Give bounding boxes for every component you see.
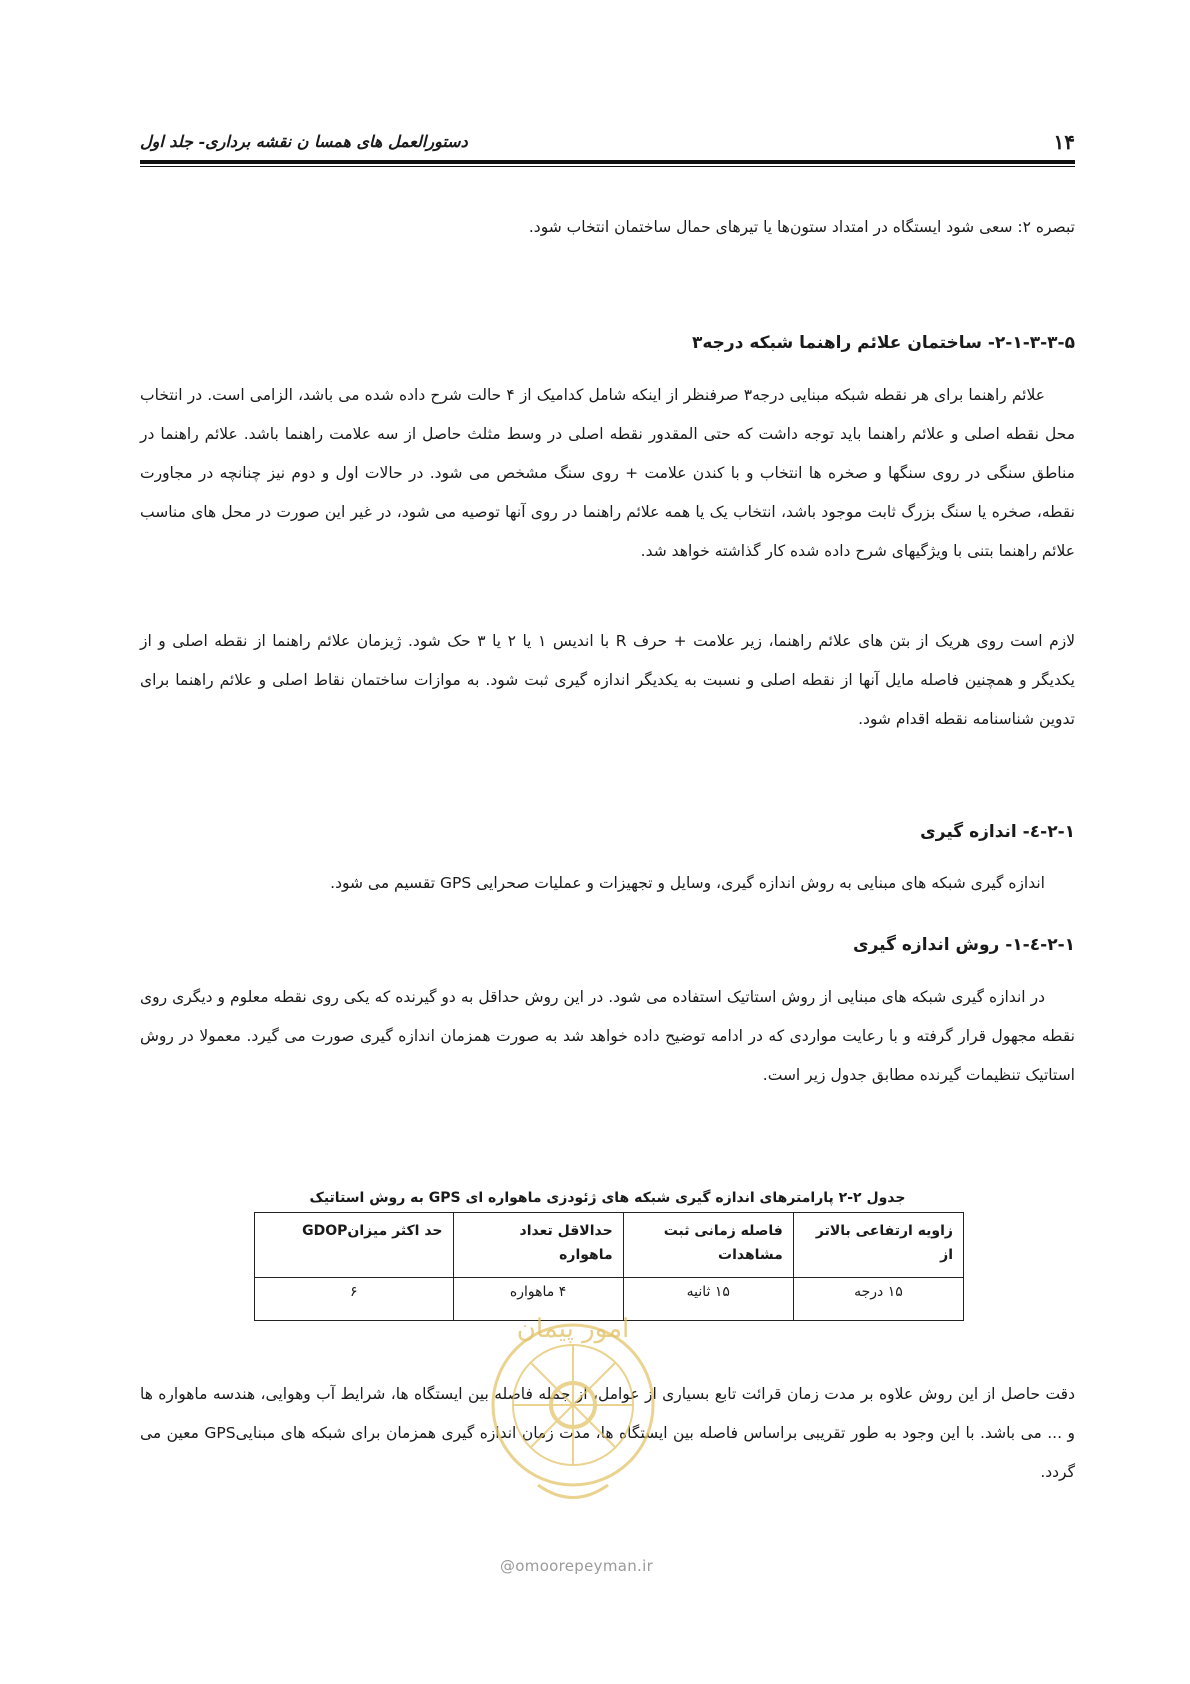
section-heading-4-1: ۲-۱-٤-۱- روش اندازه گیری [852, 935, 1075, 955]
watermark-url: @omoorepeyman.ir [500, 1557, 654, 1575]
table-row [255, 1278, 964, 1321]
closing-paragraph-text: دقت حاصل از این روش علاوه بر مدت زمان قرائت تابع بسیاری از عوامل، از جمله فاصله بین ایستگاه ها، شرایط آب وهوایی، هندسه ماهواره ها و ... می باشد. با این وجود به طور تقریبی براساس فاصله بین ایستگاه ها، مدت زمان اندازه گیری همزمان برای شبکه های مبناییGPS معین می گردد. [140, 1385, 1075, 1481]
table-cell: ۱۵ ثانیه [623, 1278, 793, 1321]
header-title: دستورالعمل های همسا ن نقشه برداری- جلد اول [140, 132, 468, 151]
table-header-cell: حد اکثر میزانGDOP [255, 1213, 454, 1278]
section-4-1-paragraph [140, 978, 1075, 1095]
table-header-row [255, 1213, 964, 1278]
section-4-paragraph [140, 864, 1075, 903]
section-4-1-paragraph-text: در اندازه گیری شبکه های مبنایی از روش استاتیک استفاده می شود. در این روش حداقل به دو گیرنده که یکی روی نقطه معلوم و دیگری روی نقطه مجهول قرار گرفته و با رعایت مواردی که در ادامه توضیح داده خواهد شد به صورت همزمان اندازه گیری صورت می گیرد. معمولا در روش استاتیک تنظیمات گیرنده مطابق جدول زیر است. [140, 988, 1075, 1084]
table-caption: جدول ۲-۲ پارامترهای اندازه گیری شبکه های ژئودزی ماهواره ای GPS به روش استاتیک [309, 1190, 906, 1206]
table-header-cell: فاصله زمانی ثبت مشاهدات [623, 1213, 793, 1278]
page-header [140, 128, 1075, 168]
table-cell: ۶ [255, 1278, 454, 1321]
seal-text: امور پیمان [516, 1314, 630, 1344]
note-text: تبصره ۲: سعی شود ایستگاه در امتداد ستون‌ها یا تیرهای حمال ساختمان انتخاب شود. [528, 218, 1075, 236]
table-cell: ۴ ماهواره [453, 1278, 623, 1321]
header-rule-thick [140, 160, 1075, 164]
section-heading-4: ۲-۱-٤- اندازه گیری [920, 822, 1075, 842]
page-number: ۱۴ [1053, 130, 1075, 154]
section-paragraph-2-text: لازم است روی هریک از بتن های علائم راهنما، زیر علامت + حرف R با اندیس ۱ یا ۲ یا ۳ حک شود. ژیزمان علائم راهنما از نقطه اصلی و از یکدیگر و همچنین فاصله مایل آنها از نقطه اصلی و نسبت به یکدیگر اندازه گیری ثبت شود. به موازات ساختمان نقاط اصلی و علائم راهنما برای تدوین شناسنامه نقطه اقدام شود. [140, 632, 1076, 728]
section-paragraph-1 [140, 376, 1075, 571]
closing-paragraph [140, 1375, 1075, 1492]
section-paragraph-1-text: علائم راهنما برای هر نقطه شبکه مبنایی درجه۳ صرفنظر از اینکه شامل کدامیک از ۴ حالت شرح داده شده می باشد، الزامی است. در انتخاب محل نقطه اصلی و علائم راهنما باید توجه داشت که حتی المقدور نقطه اصلی در وسط مثلث حاصل از سه علامت راهنما باشد. علائم راهنما در مناطق سنگی در روی سنگها و صخره ها انتخاب و با کندن علامت + روی سنگ مشخص می شود. در حالات اول و دوم نیز چنانچه در مجاورت نقطه، صخره یا سنگ بزرگ ثابت موجود باشد، انتخاب یک یا همه علائم راهنما در روی آنها توصیه می شود، در غیر این صورت در محل های مناسب علائم راهنما بتنی با ویژگیهای شرح داده شده کار گذاشته خواهد شد. [140, 386, 1075, 560]
section-heading-3-3-5: ۲-۱-۳-۳-۵- ساختمان علائم راهنما شبکه درجه۳ [691, 333, 1075, 353]
section-4-paragraph-text: اندازه گیری شبکه های مبنایی به روش اندازه گیری، وسایل و تجهیزات و عملیات صحرایی GPS تقسیم می شود. [330, 874, 1045, 892]
table-header-cell: حدالاقل تعداد ماهواره [453, 1213, 623, 1278]
gps-parameters-table [254, 1212, 964, 1321]
header-rule-thin [140, 166, 1075, 167]
table-cell: ۱۵ درجه [793, 1278, 963, 1321]
note-paragraph [140, 208, 1075, 247]
section-paragraph-2 [140, 622, 1075, 739]
table-header-cell: زاویه ارتفاعی بالاتر از [793, 1213, 963, 1278]
